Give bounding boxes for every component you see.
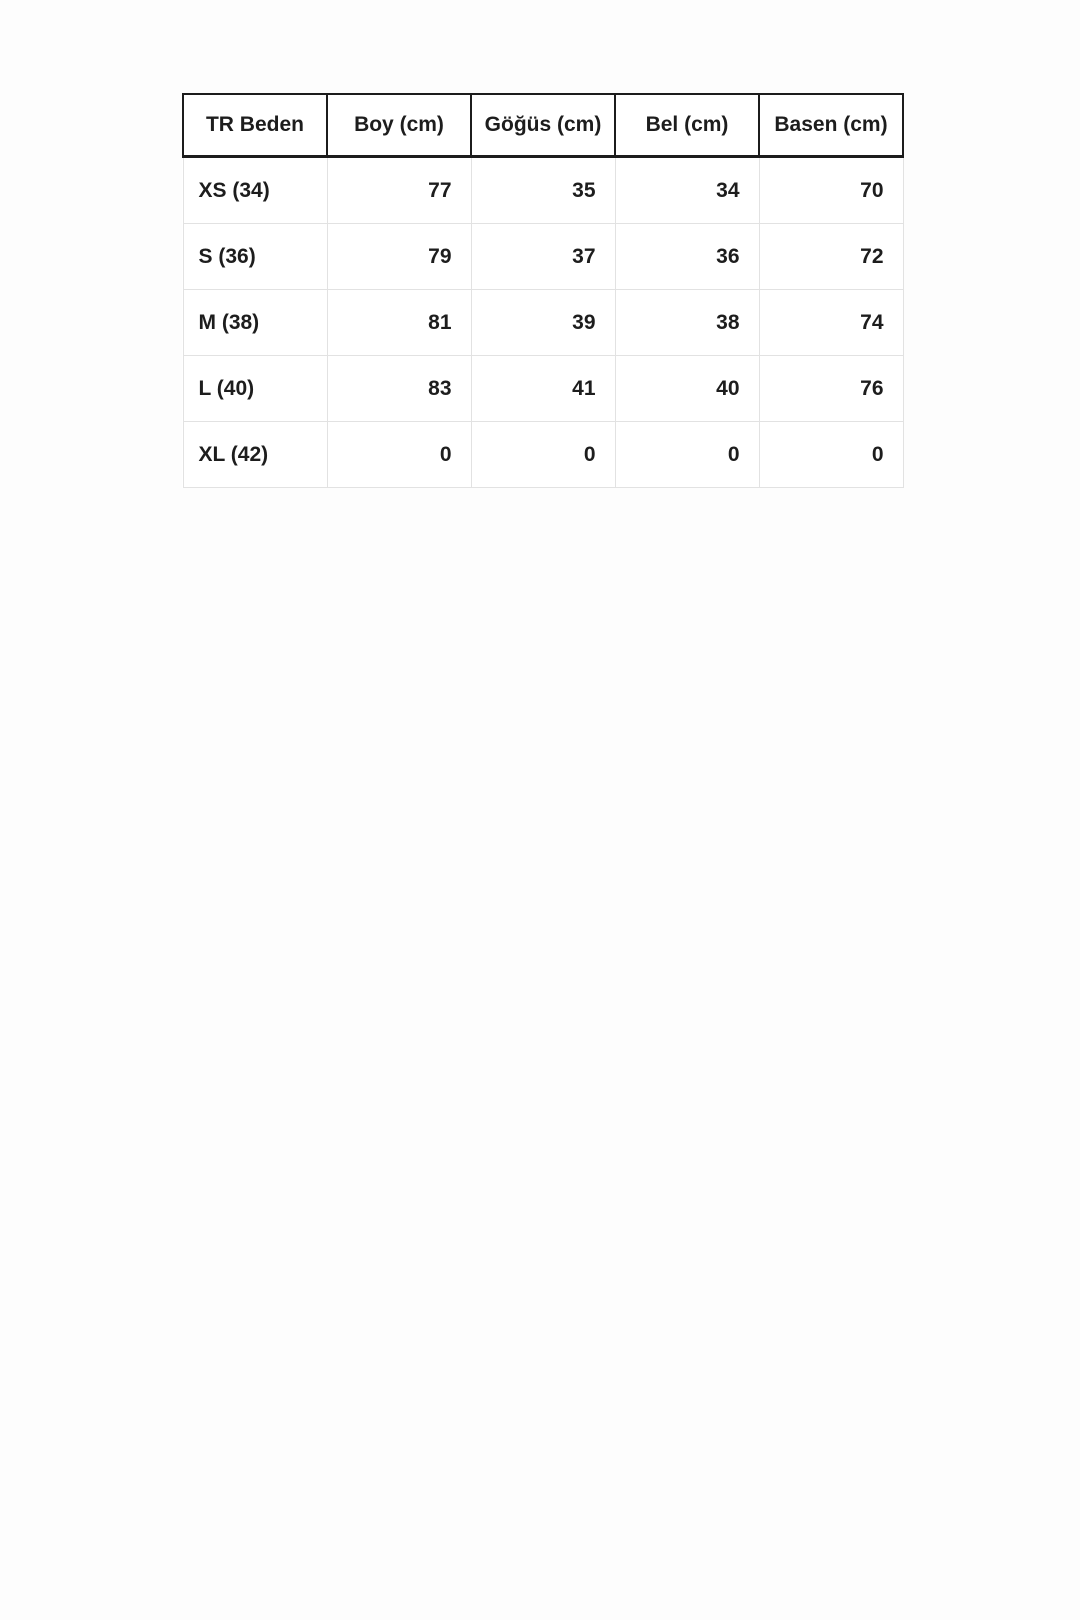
value-cell: 76 [759, 356, 903, 422]
value-cell: 37 [471, 224, 615, 290]
header-cell-basen: Basen (cm) [759, 94, 903, 157]
value-cell: 41 [471, 356, 615, 422]
value-cell: 72 [759, 224, 903, 290]
table-row-m [183, 290, 903, 356]
table-row-xl [183, 422, 903, 488]
value-cell: 0 [327, 422, 471, 488]
value-cell: 81 [327, 290, 471, 356]
value-cell: 70 [759, 157, 903, 224]
table-row-s [183, 224, 903, 290]
table-row-l [183, 356, 903, 422]
value-cell: 77 [327, 157, 471, 224]
size-cell: L (40) [183, 356, 327, 422]
header-cell-gogus: Göğüs (cm) [471, 94, 615, 157]
header-cell-bel: Bel (cm) [615, 94, 759, 157]
value-cell: 74 [759, 290, 903, 356]
value-cell: 40 [615, 356, 759, 422]
header-row [183, 94, 903, 157]
value-cell: 39 [471, 290, 615, 356]
value-cell: 0 [615, 422, 759, 488]
value-cell: 35 [471, 157, 615, 224]
size-cell: XS (34) [183, 157, 327, 224]
value-cell: 83 [327, 356, 471, 422]
size-cell: M (38) [183, 290, 327, 356]
value-cell: 38 [615, 290, 759, 356]
value-cell: 0 [471, 422, 615, 488]
size-cell: XL (42) [183, 422, 327, 488]
size-cell: S (36) [183, 224, 327, 290]
value-cell: 34 [615, 157, 759, 224]
value-cell: 36 [615, 224, 759, 290]
value-cell: 0 [759, 422, 903, 488]
value-cell: 79 [327, 224, 471, 290]
table-row-xs [183, 157, 903, 224]
size-chart-header [183, 94, 903, 157]
size-chart-body [183, 157, 903, 488]
size-chart-table [182, 93, 904, 488]
header-cell-boy: Boy (cm) [327, 94, 471, 157]
header-cell-tr-beden: TR Beden [183, 94, 327, 157]
